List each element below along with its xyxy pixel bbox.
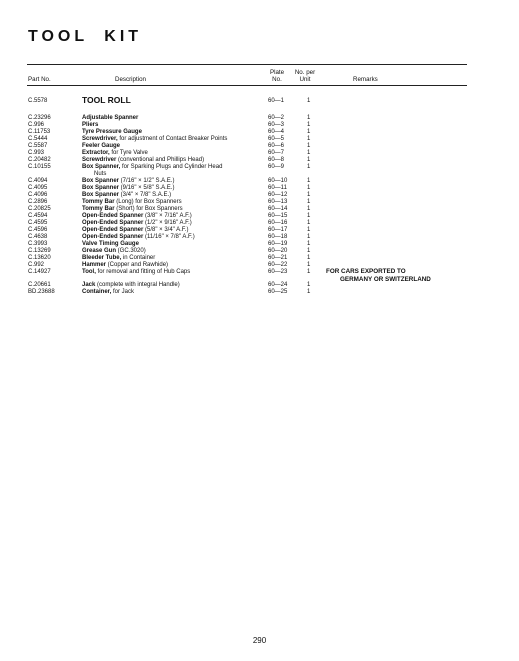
table-row xyxy=(28,206,468,213)
part-name: Extractor, xyxy=(82,150,110,156)
part-description xyxy=(82,129,142,136)
quantity-per-unit: 1 xyxy=(307,199,311,205)
plate-number: 60—22 xyxy=(268,262,288,268)
part-description xyxy=(82,241,139,248)
header-rule-bottom xyxy=(27,85,467,86)
part-detail: (9/16" × 5/8" S.A.E.) xyxy=(119,185,175,191)
part-description xyxy=(82,178,174,185)
part-description xyxy=(82,136,227,143)
part-detail: (7/16" × 1/2" S.A.E.) xyxy=(119,178,175,184)
plate-number: 60—11 xyxy=(268,185,287,191)
quantity-per-unit: 1 xyxy=(307,220,311,226)
remark-line-2: GERMANY OR SWITZERLAND xyxy=(340,276,431,283)
part-name: Open-Ended Spanner xyxy=(82,213,144,219)
part-detail: (5/8" × 3/4" A.F.) xyxy=(143,227,189,233)
table-row xyxy=(28,150,468,157)
part-number: C.4594 xyxy=(28,213,48,219)
part-name: Tommy Bar xyxy=(82,206,115,212)
plate-number: 60—2 xyxy=(268,115,285,121)
part-detail: (3/4" × 7/8" S.A.E.) xyxy=(119,192,172,198)
part-number: C.4094 xyxy=(28,178,48,184)
part-name: Tyre Pressure Gauge xyxy=(82,129,142,135)
part-description xyxy=(82,192,171,199)
quantity-per-unit: 1 xyxy=(307,136,311,142)
plate-number: 60—15 xyxy=(268,213,288,219)
part-description xyxy=(82,143,120,150)
part-number: C.4596 xyxy=(28,227,48,233)
quantity-per-unit: 1 xyxy=(307,115,311,121)
part-name: Box Spanner xyxy=(82,192,120,198)
part-number: C.4096 xyxy=(28,192,48,198)
plate-number: 60—14 xyxy=(268,206,288,212)
header-part-no: Part No. xyxy=(28,76,51,83)
header-remarks: Remarks xyxy=(353,76,378,83)
plate-number: 60—18 xyxy=(268,234,288,240)
part-description xyxy=(82,122,98,129)
header-unit: Unit xyxy=(299,76,311,83)
part-description xyxy=(82,213,192,220)
table-row xyxy=(28,192,468,199)
table-row xyxy=(28,227,468,234)
quantity-per-unit: 1 xyxy=(307,227,311,233)
part-name: Valve Timing Gauge xyxy=(82,241,139,247)
part-description xyxy=(82,269,190,276)
part-name: Box Spanner xyxy=(82,178,120,184)
table-row xyxy=(28,129,468,136)
part-name: Pliers xyxy=(82,122,99,128)
part-description xyxy=(82,157,204,164)
part-name: Jack xyxy=(82,282,96,288)
part-detail: (Long) for Box Spanners xyxy=(114,199,182,205)
part-description xyxy=(82,199,182,206)
part-detail: (Short) for Box Spanners xyxy=(114,206,183,212)
part-name: Open-Ended Spanner xyxy=(82,220,144,226)
table-row xyxy=(28,157,468,164)
header-plate: Plate xyxy=(269,69,285,76)
table-row xyxy=(28,213,468,220)
quantity-per-unit: 1 xyxy=(307,269,311,275)
header-description: Description xyxy=(115,76,146,83)
header-no-per: No. per xyxy=(294,69,316,76)
part-name: Box Spanner, xyxy=(82,164,121,170)
part-name: Feeler Gauge xyxy=(82,143,121,149)
table-row xyxy=(28,178,468,185)
plate-number: 60—17 xyxy=(268,227,288,233)
quantity-per-unit: 1 xyxy=(307,185,311,191)
part-number: C.10155 xyxy=(28,164,51,170)
part-number: C.20482 xyxy=(28,157,51,163)
table-row xyxy=(28,241,468,248)
quantity-per-unit: 1 xyxy=(307,248,311,254)
part-number: C.23296 xyxy=(28,115,51,121)
header-no: No. xyxy=(272,76,282,83)
part-name: TOOL ROLL xyxy=(82,95,131,105)
part-name: Bleeder Tube, xyxy=(82,255,122,261)
quantity-per-unit: 1 xyxy=(307,98,311,104)
part-description xyxy=(82,164,222,171)
plate-number: 60—3 xyxy=(268,122,285,128)
plate-number: 60—6 xyxy=(268,143,285,149)
part-detail: (Copper and Rawhide) xyxy=(106,262,169,268)
quantity-per-unit: 1 xyxy=(307,255,311,261)
part-number: C.3993 xyxy=(28,241,48,247)
part-number: C.13620 xyxy=(28,255,51,261)
part-description xyxy=(82,227,188,234)
part-detail: for removal and fitting of Hub Caps xyxy=(95,269,191,275)
plate-number: 60—9 xyxy=(268,164,285,170)
part-number: C.992 xyxy=(28,262,45,268)
table-row xyxy=(28,143,468,150)
part-detail: (conventional and Phillips Head) xyxy=(116,157,205,163)
table-row-tool-roll xyxy=(28,97,468,107)
quantity-per-unit: 1 xyxy=(307,213,311,219)
plate-number: 60—5 xyxy=(268,136,285,142)
part-name: Adjustable Spanner xyxy=(82,115,139,121)
part-number: C.20825 xyxy=(28,206,51,212)
part-name: Box Spanner xyxy=(82,185,120,191)
part-name: Open-Ended Spanner xyxy=(82,227,144,233)
part-name: Screwdriver xyxy=(82,157,117,163)
part-detail: (11/16" × 7/8" A.F.) xyxy=(143,234,195,240)
page-title: TOOL KIT xyxy=(28,28,143,45)
plate-number: 60—10 xyxy=(268,178,288,184)
part-number: C.4595 xyxy=(28,220,48,226)
table-row xyxy=(28,122,468,129)
part-detail: (3/8" × 7/16" A.F.) xyxy=(143,213,192,219)
part-description xyxy=(82,248,146,255)
table-row xyxy=(28,248,468,255)
part-number: C.5578 xyxy=(28,98,48,104)
quantity-per-unit: 1 xyxy=(307,206,311,212)
part-detail: for adjustment of Contact Breaker Points xyxy=(117,136,228,142)
part-description xyxy=(82,262,168,269)
part-number: C.20661 xyxy=(28,282,51,288)
quantity-per-unit: 1 xyxy=(307,122,311,128)
plate-number: 60—21 xyxy=(268,255,288,261)
part-name: Screwdriver, xyxy=(82,136,118,142)
part-number: C.5587 xyxy=(28,143,48,149)
page-number: 290 xyxy=(252,636,267,645)
quantity-per-unit: 1 xyxy=(307,234,311,240)
part-description xyxy=(82,220,192,227)
plate-number: 60—19 xyxy=(268,241,288,247)
part-description xyxy=(82,150,148,157)
quantity-per-unit: 1 xyxy=(307,150,311,156)
quantity-per-unit: 1 xyxy=(307,157,311,163)
quantity-per-unit: 1 xyxy=(307,192,311,198)
header-rule-top xyxy=(27,64,467,65)
part-description xyxy=(82,234,195,241)
part-description xyxy=(82,206,183,213)
plate-number: 60—4 xyxy=(268,129,285,135)
quantity-per-unit: 1 xyxy=(307,241,311,247)
part-number: BD.23688 xyxy=(28,289,55,295)
part-number: C.2896 xyxy=(28,199,48,205)
quantity-per-unit: 1 xyxy=(307,178,311,184)
table-row xyxy=(28,171,468,178)
part-description xyxy=(82,97,131,104)
part-description xyxy=(82,289,134,296)
plate-number: 60—7 xyxy=(268,150,285,156)
plate-number: 60—23 xyxy=(268,269,288,275)
part-number: C.996 xyxy=(28,122,45,128)
part-number: C.993 xyxy=(28,150,45,156)
part-name: Hammer xyxy=(82,262,107,268)
part-detail: (complete with integral Handle) xyxy=(95,282,180,288)
part-detail: Nuts xyxy=(94,171,107,177)
table-row xyxy=(28,164,468,171)
quantity-per-unit: 1 xyxy=(307,143,311,149)
part-description xyxy=(82,255,155,262)
part-detail: for Tyre Valve xyxy=(109,150,148,156)
part-name: Container, xyxy=(82,289,112,295)
part-name: Open-Ended Spanner xyxy=(82,234,144,240)
quantity-per-unit: 1 xyxy=(307,262,311,268)
part-description xyxy=(82,115,138,122)
part-detail: for Jack xyxy=(111,289,135,295)
part-number: C.4638 xyxy=(28,234,48,240)
part-description xyxy=(94,171,106,178)
part-detail: (1/2" × 9/16" A.F.) xyxy=(143,220,192,226)
part-number: C.14927 xyxy=(28,269,51,275)
plate-number: 60—20 xyxy=(268,248,288,254)
quantity-per-unit: 1 xyxy=(307,289,311,295)
plate-number: 60—24 xyxy=(268,282,288,288)
quantity-per-unit: 1 xyxy=(307,129,311,135)
part-number: C.13269 xyxy=(28,248,51,254)
part-description xyxy=(82,185,174,192)
plate-number: 60—16 xyxy=(268,220,288,226)
remark-line-1: FOR CARS EXPORTED TO xyxy=(326,268,406,275)
part-detail: (GC.3020) xyxy=(116,248,146,254)
table-row xyxy=(28,199,468,206)
part-number: C.4095 xyxy=(28,185,48,191)
part-number: C.11753 xyxy=(28,129,51,135)
table-row xyxy=(28,115,468,122)
table-row xyxy=(28,136,468,143)
part-name: Tool, xyxy=(82,269,96,275)
part-description xyxy=(82,282,180,289)
quantity-per-unit: 1 xyxy=(307,282,311,288)
table-row xyxy=(28,185,468,192)
plate-number: 60—13 xyxy=(268,199,288,205)
plate-number: 60—12 xyxy=(268,192,288,198)
table-row xyxy=(28,220,468,227)
part-name: Tommy Bar xyxy=(82,199,115,205)
plate-number: 60—8 xyxy=(268,157,285,163)
table-row xyxy=(28,289,468,296)
part-detail: for Sparking Plugs and Cylinder Head xyxy=(120,164,223,170)
plate-number: 60—25 xyxy=(268,289,288,295)
quantity-per-unit: 1 xyxy=(307,164,311,170)
table-row xyxy=(28,234,468,241)
part-number: C.5444 xyxy=(28,136,48,142)
part-name: Grease Gun xyxy=(82,248,117,254)
plate-number: 60—1 xyxy=(268,98,285,104)
part-detail: in Container xyxy=(121,255,156,261)
table-row xyxy=(28,255,468,262)
